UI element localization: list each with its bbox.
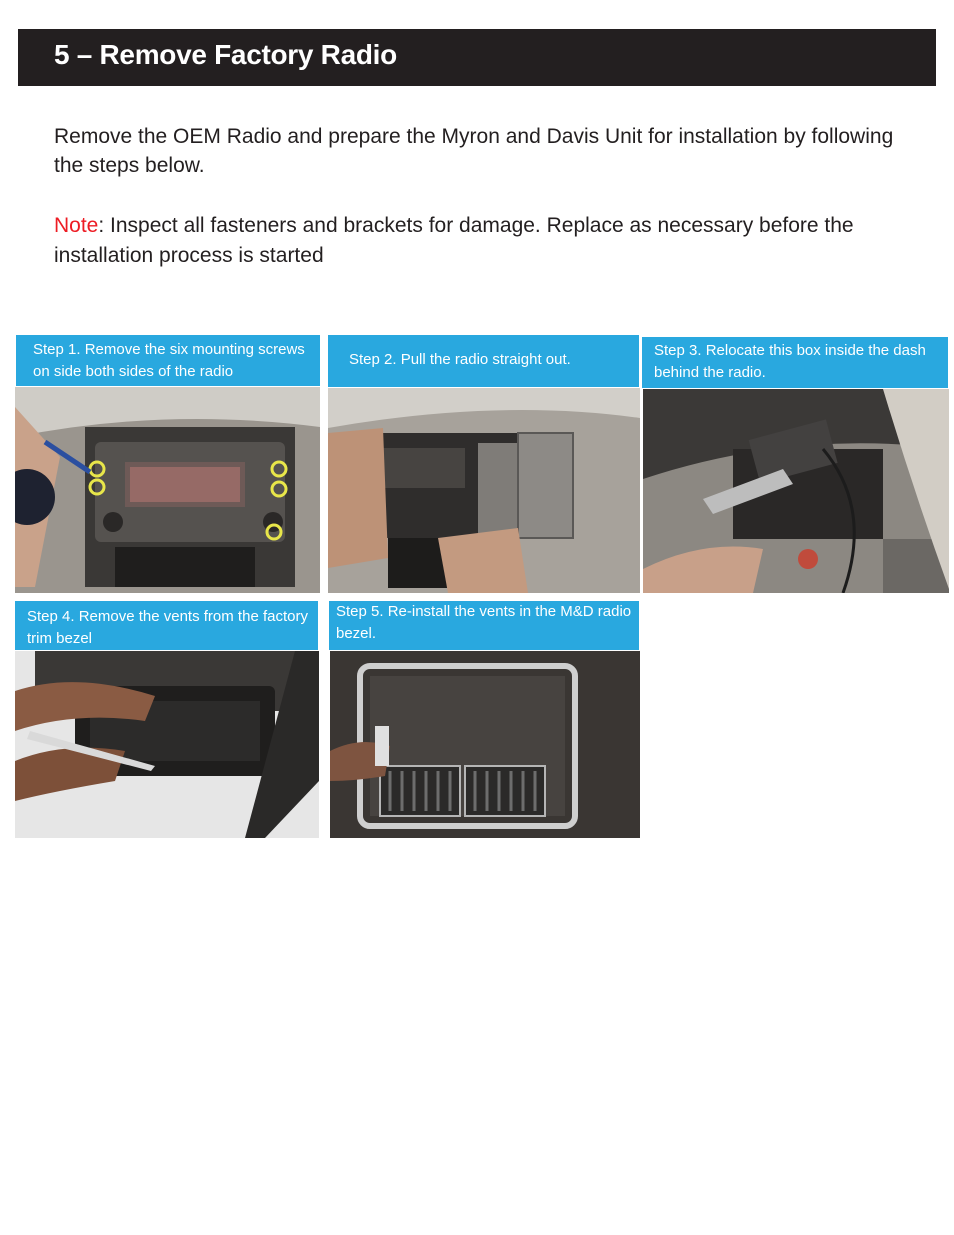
intro-text: Remove the OEM Radio and prepare the Myron and Davis Unit for installation by following the steps below.: [54, 125, 894, 177]
step-2-label: Step 2. Pull the radio straight out.: [328, 335, 639, 387]
note-label: Note: [54, 214, 99, 237]
step-4-label: Step 4. Remove the vents from the factory trim bezel: [15, 601, 318, 650]
step-3-label: Step 3. Relocate this box inside the dash behind the radio.: [642, 337, 948, 388]
note-paragraph: [54, 211, 904, 271]
note-text: : Inspect all fasteners and brackets for damage. Replace as necessary before the installation process is started: [54, 214, 854, 267]
section-header: [18, 29, 936, 86]
step-1-photo: [15, 387, 320, 593]
step-4-photo: [15, 651, 319, 838]
section-title: 5 – Remove Factory Radio: [54, 39, 397, 70]
step-5-photo: [330, 651, 640, 838]
step-5-label: Step 5. Re-install the vents in the M&D radio bezel.: [329, 601, 639, 650]
step-2-photo: [328, 388, 640, 593]
step-1-label: Step 1. Remove the six mounting screws on side both sides of the radio: [16, 335, 320, 386]
step-3-photo: [643, 389, 949, 593]
